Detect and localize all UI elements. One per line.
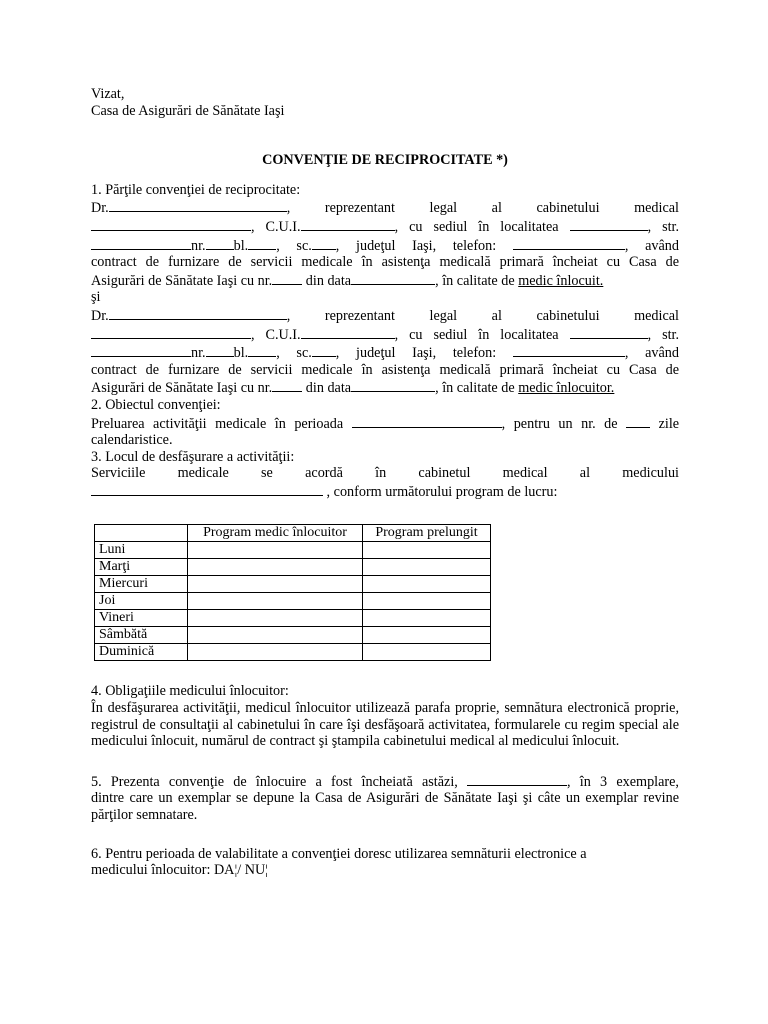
schedule-cell[interactable] bbox=[188, 610, 363, 627]
section-electronic-signature bbox=[91, 846, 679, 880]
day-cell: Sâmbătă bbox=[95, 627, 188, 644]
schedule-cell[interactable] bbox=[188, 542, 363, 559]
party2-cabinet-field[interactable] bbox=[91, 325, 251, 339]
section6-line2: medicului înlocuitor: DA¦/ NU¦ bbox=[91, 862, 269, 879]
table-row bbox=[95, 610, 491, 627]
schedule-header-extended: Program prelungit bbox=[363, 525, 491, 542]
schedule-cell[interactable] bbox=[363, 542, 491, 559]
section6-line1: 6. Pentru perioada de valabilitate a convenţiei doresc utilizarea semnăturii electronice a bbox=[91, 845, 587, 862]
schedule-cell[interactable] bbox=[363, 559, 491, 576]
section-location bbox=[91, 449, 679, 501]
party2-cui-field[interactable] bbox=[301, 325, 395, 339]
section5-rest: dintre care un exemplar se depune la Casa de Asigurări de Sănătate Iaşi şi câte un exemplar revine părţilor semnatare. bbox=[91, 790, 679, 824]
schedule-header-replacement: Program medic înlocuitor bbox=[188, 525, 363, 542]
party1-bl-field[interactable] bbox=[248, 236, 276, 250]
party2-line2: , C.U.I. , cu sediul în localitatea , str. bbox=[91, 325, 679, 344]
schedule-cell[interactable] bbox=[188, 576, 363, 593]
party1-line3: nr. bl. , sc. , judeţul Iaşi, telefon: , având bbox=[91, 236, 679, 255]
party2-name-field[interactable] bbox=[109, 306, 287, 320]
party2-street-field[interactable] bbox=[91, 343, 191, 357]
schedule-cell[interactable] bbox=[363, 576, 491, 593]
vizat-label: Vizat, bbox=[91, 86, 125, 102]
schedule-cell[interactable] bbox=[363, 627, 491, 644]
party1-contract-nr-field[interactable] bbox=[272, 271, 302, 285]
document-page bbox=[91, 86, 679, 880]
schedule-cell[interactable] bbox=[188, 593, 363, 610]
section5-line1: 5. Prezenta convenţie de înlocuire a fost încheiată astăzi, , în 3 exemplare, bbox=[91, 773, 679, 790]
schedule-cell[interactable] bbox=[188, 559, 363, 576]
party1-line5: Asigurări de Sănătate Iaşi cu nr. din data , în calitate de medic înlocuit. bbox=[91, 272, 604, 289]
party2-sc-field[interactable] bbox=[312, 343, 336, 357]
party2-phone-field[interactable] bbox=[513, 343, 625, 357]
party1-line2: , C.U.I. , cu sediul în localitatea , str. bbox=[91, 217, 679, 236]
conjunction-si: şi bbox=[91, 289, 101, 306]
section4-heading: 4. Obligaţiile medicului înlocuitor: bbox=[91, 683, 289, 700]
party1-phone-field[interactable] bbox=[513, 236, 625, 250]
institution-name: Casa de Asigurări de Sănătate Iaşi bbox=[91, 102, 285, 119]
schedule-cell[interactable] bbox=[188, 627, 363, 644]
party2-date-field[interactable] bbox=[351, 378, 435, 392]
section-parties bbox=[91, 182, 679, 397]
day-cell: Joi bbox=[95, 593, 188, 610]
day-cell: Marţi bbox=[95, 559, 188, 576]
schedule-cell[interactable] bbox=[363, 644, 491, 661]
section4-body: În desfăşurarea activităţii, medicul înlocuitor utilizează parafa proprie, semnătura electronică proprie, registrul de consultaţii al cabinetului în care îşi desfăşoară activitatea, formularele cu regim special ale medicului înlocuit, numărul de contract şi ştampila cabinetului medical al medicului înlocuit. bbox=[91, 700, 679, 750]
day-cell: Luni bbox=[95, 542, 188, 559]
nu-checkbox[interactable]: ¦ bbox=[265, 863, 269, 879]
schedule-header-day bbox=[95, 525, 188, 542]
party2-nr-field[interactable] bbox=[206, 343, 234, 357]
section3-line2: , conform următorului program de lucru: bbox=[91, 482, 679, 501]
schedule-table bbox=[94, 524, 491, 661]
schedule-header-row bbox=[95, 525, 491, 542]
day-cell: Miercuri bbox=[95, 576, 188, 593]
party1-sc-field[interactable] bbox=[312, 236, 336, 250]
party1-name-field[interactable] bbox=[109, 198, 287, 212]
section2-line1: Preluarea activităţii medicale în perioada , pentru un nr. de zile bbox=[91, 415, 680, 432]
conclusion-date-field[interactable] bbox=[467, 772, 567, 786]
table-row bbox=[95, 559, 491, 576]
schedule-cell[interactable] bbox=[363, 610, 491, 627]
party1-nr-field[interactable] bbox=[206, 236, 234, 250]
party1-line4: contract de furnizare de servicii medicale în asistenţa medicală primară încheiat cu Casa de bbox=[91, 254, 679, 271]
party2-contract-nr-field[interactable] bbox=[272, 378, 302, 392]
schedule-cell[interactable] bbox=[188, 644, 363, 661]
document-title: CONVENŢIE DE RECIPROCITATE *) bbox=[262, 152, 508, 169]
party2-bl-field[interactable] bbox=[248, 343, 276, 357]
table-row bbox=[95, 576, 491, 593]
section-obligations bbox=[91, 683, 679, 749]
party1-cabinet-field[interactable] bbox=[91, 217, 251, 231]
schedule-cell[interactable] bbox=[363, 593, 491, 610]
party1-street-field[interactable] bbox=[91, 236, 191, 250]
day-cell: Vineri bbox=[95, 610, 188, 627]
table-row bbox=[95, 542, 491, 559]
table-row bbox=[95, 644, 491, 661]
party2-locality-field[interactable] bbox=[570, 325, 648, 339]
doctor-name-field[interactable] bbox=[91, 482, 323, 496]
section2-line2: calendaristice. bbox=[91, 432, 173, 449]
party1-line1: Dr. , reprezentant legal al cabinetului medical bbox=[91, 200, 679, 217]
da-checkbox[interactable]: ¦ bbox=[234, 863, 238, 879]
section-conclusion bbox=[91, 772, 679, 824]
party2-line4: contract de furnizare de servicii medicale în asistenţa medicală primară încheiat cu Casa de bbox=[91, 361, 679, 378]
option-nu: / NU bbox=[237, 862, 266, 879]
days-count-field[interactable] bbox=[626, 414, 650, 428]
party1-role: medic înlocuit. bbox=[518, 272, 604, 289]
day-cell: Duminică bbox=[95, 644, 188, 661]
section2-heading: 2. Obiectul convenţiei: bbox=[91, 396, 221, 413]
party2-line3: nr. bl. , sc. , judeţul Iaşi, telefon: , având bbox=[91, 343, 679, 362]
period-field[interactable] bbox=[352, 414, 502, 428]
party2-role: medic înlocuitor. bbox=[518, 380, 615, 397]
option-da: DA bbox=[213, 862, 235, 879]
section3-line1: Serviciile medicale se acordă în cabinetul medical al medicului bbox=[91, 465, 679, 482]
section3-heading: 3. Locul de desfăşurare a activităţii: bbox=[91, 448, 295, 465]
party1-locality-field[interactable] bbox=[570, 217, 648, 231]
party2-line5: Asigurări de Sănătate Iaşi cu nr. din data , în calitate de medic înlocuitor. bbox=[91, 380, 615, 397]
party1-date-field[interactable] bbox=[351, 271, 435, 285]
table-row bbox=[95, 627, 491, 644]
section1-heading: 1. Părţile convenţiei de reciprocitate: bbox=[91, 181, 301, 198]
party2-line1: Dr. , reprezentant legal al cabinetului medical bbox=[91, 307, 679, 324]
section-object bbox=[91, 397, 679, 449]
table-row bbox=[95, 593, 491, 610]
party1-cui-field[interactable] bbox=[301, 217, 395, 231]
